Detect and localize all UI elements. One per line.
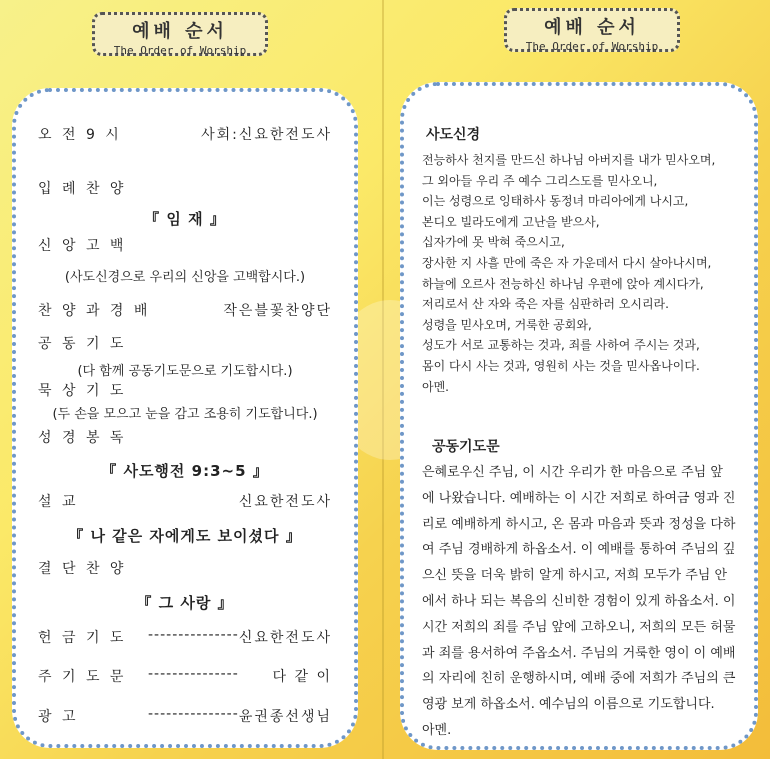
creed-line: 그 외아들 우리 주 예수 그리스도를 믿사오니, (422, 173, 658, 188)
presence-title: 『 임 재 』 (144, 210, 226, 228)
hymn-title: 『 그 사랑 』 (136, 594, 234, 612)
creed-line: 십자가에 못 박혀 죽으시고, (422, 235, 565, 250)
announcement: 광 고 (38, 709, 79, 725)
offering-leader: 신요한전도사 (238, 630, 332, 646)
praise-team: 작은블꽃찬양단 (223, 303, 332, 319)
header-title-ko: 예배 순서 (132, 21, 228, 42)
lords-prayer: 주 기 도 문 (38, 669, 127, 685)
dashes: --------------- (148, 666, 239, 682)
creed-line: 장사한 지 사흘 만에 죽은 자 가운데서 다시 살아나시며, (422, 255, 712, 270)
prayer-title: 공동기도문 (432, 439, 500, 455)
order-of-worship-panel (12, 88, 358, 748)
meditation-note: (두 손을 모으고 눈을 감고 조용히 기도합니다.) (52, 407, 318, 422)
prayer-line: 시간 저희의 죄를 주님 앞에 고하오니, 저희의 모든 허물 (422, 619, 736, 635)
praise: 찬 양 과 경 배 (38, 303, 151, 319)
creed-line: 아멘. (422, 379, 449, 394)
meditation: 묵 상 기 도 (38, 383, 127, 399)
creed-prayer-panel (400, 82, 758, 750)
scripture: 성 경 봉 독 (38, 430, 127, 446)
prayer-line: 아멘. (422, 722, 452, 738)
confession-note: (사도신경으로 우리의 신앙을 고백합시다.) (64, 270, 306, 285)
prayer-line: 의 자리에 친히 운행하시며, 예배 중에 저희가 주님의 큰 (422, 671, 736, 687)
left-header (92, 12, 268, 56)
host: 사회:신요한전도사 (201, 127, 332, 143)
prayer-line: 리로 예배하게 하시고, 온 몸과 마음과 뜻과 정성을 다하 (422, 516, 736, 532)
creed-line: 전능하사 천지를 만드신 하나님 아버지를 내가 믿사오며, (422, 153, 716, 167)
dashes: --------------- (148, 627, 239, 643)
right-header (504, 8, 680, 52)
creed-line: 성령을 믿사오며, 거룩한 공회와, (422, 317, 592, 332)
creed-line: 성도가 서로 교통하는 것과, 죄를 사하여 주시는 것과, (422, 338, 700, 353)
creed-title: 사도신경 (426, 127, 481, 143)
prayer-line: 으신 뜻을 더욱 밝히 알게 하시고, 저희 모두가 주님 안 (422, 568, 728, 584)
apostles-creed (422, 150, 740, 397)
creed-line: 본디오 빌라도에게 고난을 받으사, (422, 214, 600, 229)
sermon: 설 교 (38, 494, 79, 510)
opening-hymn: 입 례 찬 양 (38, 181, 127, 197)
lords-prayer-leader: 다 같 이 (272, 669, 332, 685)
prayer-line: 은혜로우신 주님, 이 시간 우리가 한 마음으로 주님 앞 (422, 465, 723, 480)
header-title-ko: 예배 순서 (544, 17, 640, 38)
creed-line: 몸이 다시 사는 것과, 영원히 사는 것을 믿사옵나이다. (422, 358, 700, 373)
header-title-en: The Order of Worship (113, 44, 247, 57)
common-prayer-text (422, 460, 740, 744)
decision-hymn: 결 단 찬 양 (38, 561, 127, 577)
common-prayer: 공 동 기 도 (38, 336, 127, 352)
creed-line: 하늘에 오르사 전능하신 하나님 우편에 앉아 계시다가, (422, 276, 704, 291)
service-time: 오 전 9 시 (38, 127, 122, 143)
prayer-line: 여 주님 경배하게 하옵소서. 이 예배를 통하여 주님의 깊 (422, 542, 736, 558)
offering: 헌 금 기 도 (38, 630, 127, 646)
header-title-en: The Order of Worship (525, 40, 659, 53)
prayer-line: 에 나왔습니다. 예배하는 이 시간 저희로 하여금 영과 진 (422, 490, 736, 506)
prayer-line: 영광 보게 하옵소서. 예수님의 이름으로 기도합니다. (422, 697, 715, 713)
creed-line: 저리로서 산 자와 죽은 자를 심판하러 오시리라. (422, 297, 669, 312)
sermon-speaker: 신요한전도사 (238, 494, 332, 510)
announcement-leader: 윤권종선생님 (238, 709, 332, 725)
creed-line: 이는 성령으로 잉태하사 동정녀 마리아에게 나시고, (422, 194, 689, 209)
sermon-title: 『 나 같은 자에게도 보이셨다 』 (68, 527, 302, 545)
confession: 신 앙 고 백 (38, 238, 127, 254)
common-prayer-note: (다 함께 공동기도문으로 기도합시다.) (77, 364, 293, 379)
prayer-line: 과 죄를 용서하여 주옵소서. 주님의 거룩한 영이 이 예배 (422, 645, 736, 661)
scripture-reference: 『 사도행전 9:3~5 』 (101, 462, 269, 480)
dashes: --------------- (148, 706, 239, 722)
prayer-line: 에서 하나 되는 복음의 신비한 경험이 있게 하옵소서. 이 (422, 593, 736, 609)
